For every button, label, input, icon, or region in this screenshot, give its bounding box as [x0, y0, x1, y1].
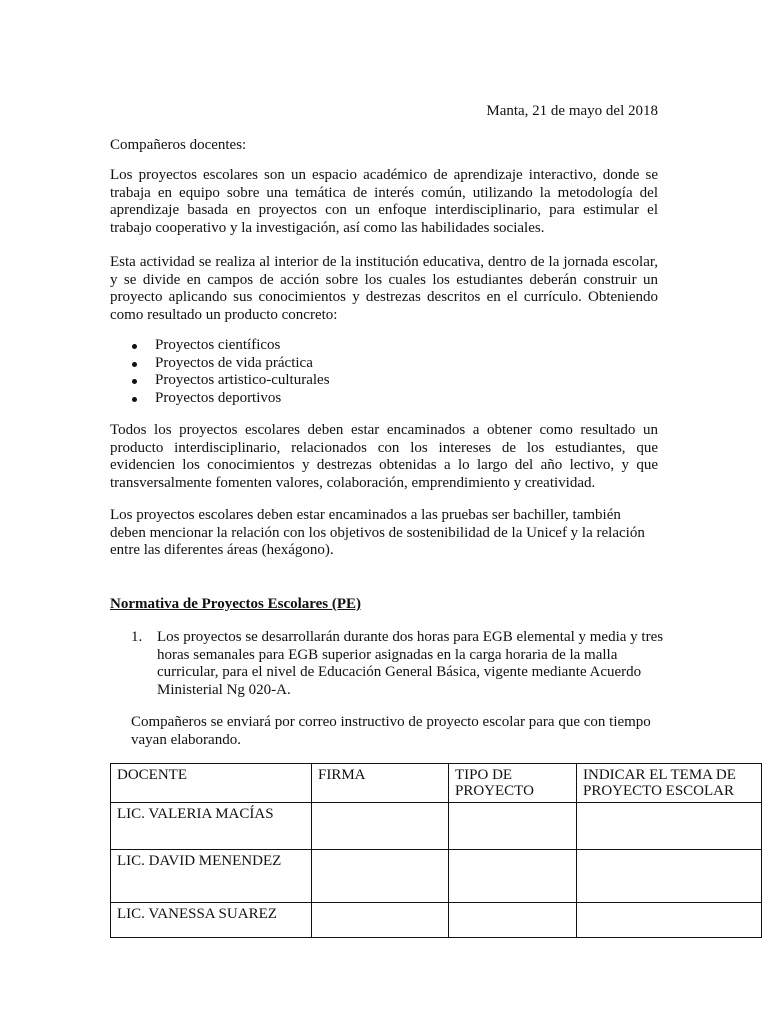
tema-cell	[577, 903, 762, 938]
list-item: Proyectos artistico-culturales	[110, 372, 330, 390]
item-text: Los proyectos se desarrollarán durante dos horas para EGB elemental y media y tres horas semanales para EGB superior asignadas en la carga horaria de la malla curricular, para el nivel de Educación General Básica, vigente mediante Acuerdo Ministerial Ng 020-A.	[157, 629, 664, 698]
paragraph-bachiller: Los proyectos escolares deben estar encaminados a las pruebas ser bachiller, también deben mencionar la relación con los objetivos de sostenibilidad de la Unicef y la relación entre las diferentes áreas (hexágono).	[110, 507, 645, 558]
bullet-icon	[132, 397, 137, 402]
docente-cell: LIC. VALERIA MACÍAS	[111, 803, 312, 850]
docente-cell: LIC. VANESSA SUAREZ	[111, 903, 312, 938]
list-item: Proyectos de vida práctica	[110, 355, 330, 373]
firma-cell	[312, 803, 449, 850]
instructions-note: Compañeros se enviará por correo instructivo de proyecto escolar para que con tiempo vayan elaborando.	[131, 714, 651, 748]
table-row	[111, 803, 762, 850]
header-docente: DOCENTE	[111, 764, 312, 803]
table-row	[111, 850, 762, 903]
list-item: Proyectos deportivos	[110, 390, 330, 408]
bullet-icon	[132, 344, 137, 349]
letter-date: Manta, 21 de mayo del 2018	[486, 103, 658, 119]
teachers-table	[110, 763, 762, 938]
docente-cell: LIC. DAVID MENENDEZ	[111, 850, 312, 903]
table-header-row	[111, 764, 762, 803]
section-heading: Normativa de Proyectos Escolares (PE)	[110, 596, 362, 612]
paragraph-intro: Los proyectos escolares son un espacio académico de aprendizaje interactivo, donde se trabaja en equipo sobre una temática de interés común, utilizando la metodología del aprendizaje basada en proyectos con un enfoque interdisciplinario, para estimular el trabajo cooperativo y la investigación, así como las habilidades sociales.	[110, 167, 658, 236]
header-tipo: TIPO DE PROYECTO	[449, 764, 577, 803]
header-firma: FIRMA	[312, 764, 449, 803]
tema-cell	[577, 850, 762, 903]
firma-cell	[312, 850, 449, 903]
project-types-list	[110, 337, 330, 407]
tipo-cell	[449, 903, 577, 938]
paragraph-activity: Esta actividad se realiza al interior de la institución educativa, dentro de la jornada escolar, y se divide en campos de acción sobre los cuales los estudiantes deberán construir un proyecto aplicando sus conocimientos y destrezas descritos en el currículo. Obteniendo como resultado un producto concreto:	[110, 254, 658, 323]
tipo-cell	[449, 803, 577, 850]
firma-cell	[312, 903, 449, 938]
header-tema: INDICAR EL TEMA DE PROYECTO ESCOLAR	[577, 764, 762, 803]
bullet-icon	[132, 379, 137, 384]
paragraph-objectives: Todos los proyectos escolares deben estar encaminados a obtener como resultado un producto interdisciplinario, relacionados con los intereses de los estudiantes, que evidencien los conocimientos y destrezas obtenidas a lo largo del año lectivo, y que transversalmente fomenten valores, colaboración, emprendimiento y creatividad.	[110, 422, 658, 491]
tipo-cell	[449, 850, 577, 903]
item-number: 1.	[131, 629, 143, 645]
list-item: Proyectos científicos	[110, 337, 330, 355]
letter-greeting: Compañeros docentes:	[110, 137, 247, 153]
tema-cell	[577, 803, 762, 850]
bullet-icon	[132, 362, 137, 367]
table-row	[111, 903, 762, 938]
